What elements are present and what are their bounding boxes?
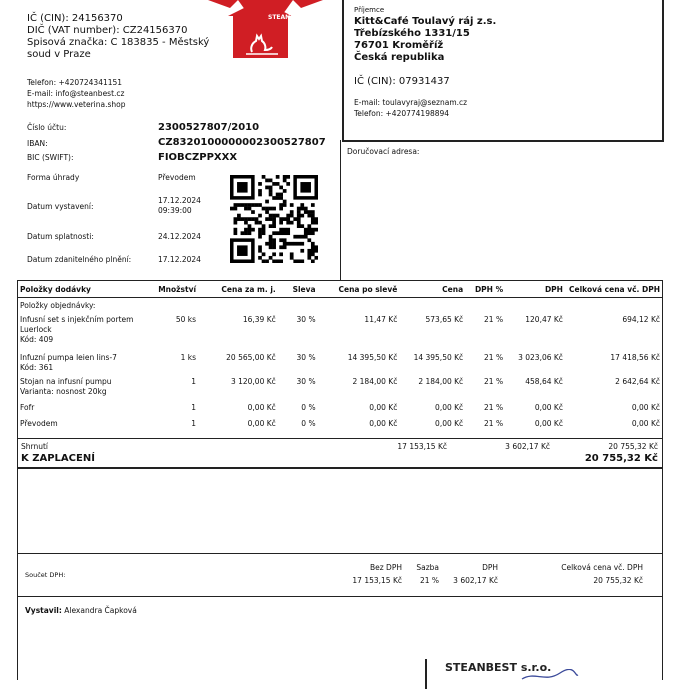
vat-summary-label: Součet DPH: xyxy=(25,571,66,579)
to-pay-value: 20 755,32 Kč xyxy=(584,453,658,464)
item-vat-rate: 21 % xyxy=(484,403,504,412)
item-name-cell xyxy=(17,315,144,353)
recipient-name: Kitt&Café Toulavý ráj z.s. xyxy=(354,16,497,27)
summary-price: 17 153,15 Kč xyxy=(397,442,447,451)
table-row xyxy=(17,377,663,403)
item-unit-price: 16,39 Kč xyxy=(242,315,276,324)
vat-amount: 3 602,17 Kč xyxy=(453,576,498,585)
item-unit-price: 0,00 Kč xyxy=(247,419,276,428)
table-row xyxy=(17,315,663,353)
iban-value: CZ8320100000002300527807 xyxy=(158,137,326,148)
summary-total: 20 755,32 Kč xyxy=(608,442,658,451)
recipient-street: Třebízského 1331/15 xyxy=(354,28,470,39)
item-vat-rate: 21 % xyxy=(484,419,504,428)
account-value: 2300527807/2010 xyxy=(158,122,260,133)
item-unit-price: 3 120,00 Kč xyxy=(230,377,276,386)
to-pay-label: K ZAPLACENÍ xyxy=(21,453,95,464)
tax-date-value: 17.12.2024 xyxy=(158,255,201,264)
vat-base: 17 153,15 Kč xyxy=(352,576,402,585)
summary-vat: 3 602,17 Kč xyxy=(505,442,550,451)
item-name2: Kód: 361 xyxy=(20,363,54,372)
method-value: Převodem xyxy=(158,173,196,182)
item-vat: 0,00 Kč xyxy=(534,419,563,428)
item-unit-price: 0,00 Kč xyxy=(247,403,276,412)
payment-qr-code xyxy=(230,175,318,263)
supplier-registry-1: Spisová značka: C 183835 - Městský xyxy=(27,37,210,48)
supplier-phone: Telefon: +420724341151 xyxy=(27,78,123,87)
tax-date-label: Datum zdanitelného plnění: xyxy=(27,255,132,264)
item-vat-rate: 21 % xyxy=(484,377,504,386)
column-header: Sleva xyxy=(279,283,319,298)
issued-by-name: Alexandra Čapková xyxy=(64,606,137,615)
vat-rate: 21 % xyxy=(419,576,439,585)
recipient-country: Česká republika xyxy=(354,52,445,63)
vat-head-base: Bez DPH xyxy=(369,563,402,572)
item-price: 0,00 Kč xyxy=(435,419,464,428)
section-label: Položky objednávky: xyxy=(20,301,96,310)
item-name-cell xyxy=(17,377,144,403)
vat-total: 20 755,32 Kč xyxy=(593,576,643,585)
item-name-cell xyxy=(17,353,144,377)
item-code: Kód: 409 xyxy=(20,335,54,344)
item-unit-price: 20 565,00 Kč xyxy=(226,353,276,362)
logo-text: STEANBEST xyxy=(268,14,308,21)
item-price: 14 395,50 Kč xyxy=(413,353,464,362)
column-header: Cena za m. j. xyxy=(199,283,279,298)
supplier-cin: IČ (CIN): 24156370 xyxy=(27,13,123,24)
table-row xyxy=(17,403,663,419)
item-name: Převodem xyxy=(20,419,58,428)
method-label: Forma úhrady xyxy=(27,173,80,182)
account-label: Číslo účtu: xyxy=(27,123,67,132)
table-header-row xyxy=(17,283,663,298)
table-row xyxy=(17,419,663,435)
item-price: 0,00 Kč xyxy=(435,403,464,412)
item-vat: 3 023,06 Kč xyxy=(518,353,563,362)
recipient-cin: IČ (CIN): 07931437 xyxy=(354,76,450,87)
column-header: DPH xyxy=(506,283,566,298)
item-qty: 1 xyxy=(191,419,197,428)
item-price-after-discount: 0,00 Kč xyxy=(369,419,398,428)
item-name2: Luerlock xyxy=(20,325,52,334)
item-price: 573,65 Kč xyxy=(425,315,464,324)
item-vat-rate: 21 % xyxy=(484,315,504,324)
item-total: 694,12 Kč xyxy=(622,315,660,324)
item-price-after-discount: 0,00 Kč xyxy=(369,403,398,412)
bic-value: FIOBCZPPXXX xyxy=(158,152,238,163)
item-price-after-discount: 2 184,00 Kč xyxy=(352,377,398,386)
item-vat: 458,64 Kč xyxy=(525,377,563,386)
item-discount: 30 % xyxy=(296,315,316,324)
item-vat-rate: 21 % xyxy=(484,353,504,362)
item-vat: 120,47 Kč xyxy=(525,315,563,324)
item-qty: 1 xyxy=(191,403,197,412)
vat-head-total: Celková cena vč. DPH xyxy=(561,563,643,572)
recipient-city: 76701 Kroměříž xyxy=(354,40,444,51)
column-header: Celková cena vč. DPH xyxy=(566,283,663,298)
item-price-after-discount: 11,47 Kč xyxy=(364,315,398,324)
item-discount: 30 % xyxy=(296,353,316,362)
issued-label: Datum vystavení: xyxy=(27,202,94,211)
item-price: 2 184,00 Kč xyxy=(418,377,464,386)
supplier-web[interactable]: https://www.veterina.shop xyxy=(27,100,126,109)
item-qty: 50 ks xyxy=(175,315,197,324)
item-name-cell xyxy=(17,403,144,419)
recipient-email: E-mail: toulavyraj@seznam.cz xyxy=(354,98,468,107)
company-stamp xyxy=(425,655,585,695)
item-name: Infuzní pumpa leien lins-7 xyxy=(20,353,117,362)
item-discount: 0 % xyxy=(301,403,316,412)
due-label: Datum splatnosti: xyxy=(27,232,94,241)
supplier-vat: DIČ (VAT number): CZ24156370 xyxy=(27,25,188,36)
item-total: 17 418,56 Kč xyxy=(610,353,660,362)
items-table xyxy=(17,283,663,435)
item-price-after-discount: 14 395,50 Kč xyxy=(347,353,398,362)
item-name: Stojan na infusní pumpu xyxy=(20,377,112,386)
due-value: 24.12.2024 xyxy=(158,232,201,241)
issued-by-label: Vystavil: xyxy=(25,606,62,615)
item-total: 0,00 Kč xyxy=(631,403,660,412)
iban-label: IBAN: xyxy=(27,139,48,148)
stamp-text: STEANBEST s.r.o. xyxy=(445,661,552,674)
issued-date: 17.12.2024 xyxy=(158,196,201,205)
item-vat: 0,00 Kč xyxy=(534,403,563,412)
delivery-address-label: Doručovací adresa: xyxy=(347,147,420,156)
item-name: Fofr xyxy=(20,403,35,412)
summary-label: Shrnutí xyxy=(21,442,48,451)
column-header: Cena xyxy=(400,283,466,298)
item-qty: 1 xyxy=(191,377,197,386)
vat-head-vat: DPH xyxy=(482,563,498,572)
item-discount: 0 % xyxy=(301,419,316,428)
section-row xyxy=(17,298,663,316)
column-header: Cena po slevě xyxy=(319,283,401,298)
item-name: Infusní set s injekčním portem xyxy=(20,315,134,324)
column-header: Položky dodávky xyxy=(17,283,144,298)
item-total: 0,00 Kč xyxy=(631,419,660,428)
item-name-cell xyxy=(17,419,144,435)
recipient-heading: Příjemce xyxy=(354,6,385,14)
vat-head-rate: Sazba xyxy=(416,563,439,572)
table-row xyxy=(17,353,663,377)
issued-time: 09:39:00 xyxy=(158,206,192,215)
column-header: Množství xyxy=(144,283,199,298)
supplier-registry-2: soud v Praze xyxy=(27,49,91,60)
recipient-phone: Telefon: +420774198894 xyxy=(354,109,450,118)
bic-label: BIC (SWIFT): xyxy=(27,153,74,162)
item-total: 2 642,64 Kč xyxy=(615,377,660,386)
supplier-email: E-mail: info@steanbest.cz xyxy=(27,89,125,98)
company-logo xyxy=(208,0,323,60)
item-name2: Varianta: nosnost 20kg xyxy=(20,387,107,396)
item-qty: 1 ks xyxy=(180,353,197,362)
column-header: DPH % xyxy=(466,283,506,298)
item-discount: 30 % xyxy=(296,377,316,386)
